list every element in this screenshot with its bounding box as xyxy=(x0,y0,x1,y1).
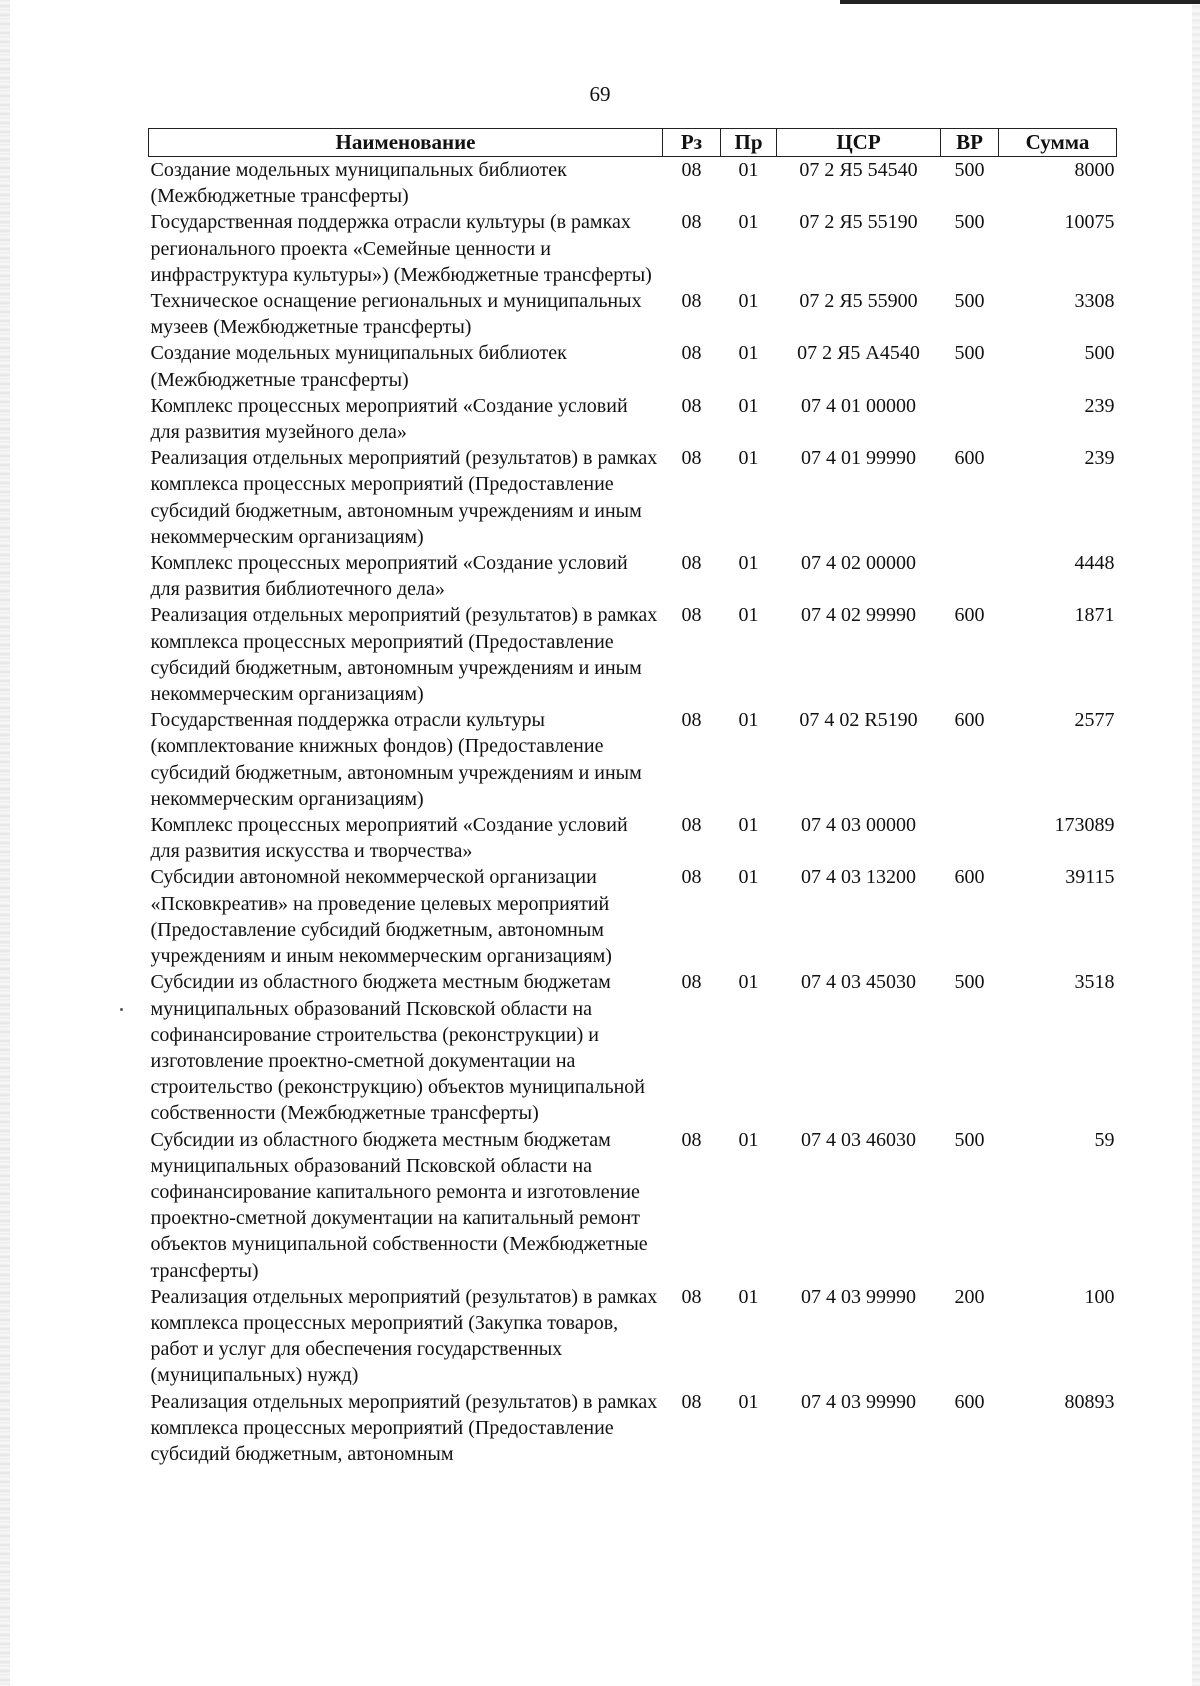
table-row xyxy=(149,864,1117,969)
row-pr: 01 xyxy=(738,971,759,994)
table-row xyxy=(149,707,1117,812)
row-vr: 600 xyxy=(954,709,985,732)
table-row xyxy=(149,445,1117,550)
row-rz: 08 xyxy=(681,394,702,417)
row-name: Реализация отдельных мероприятий (результатов) в рамках комплекса процессных мероприятий (Предоставление субсидий бюджетным, автономным xyxy=(150,1390,658,1465)
row-rz: 08 xyxy=(681,552,702,575)
row-sum: 239 xyxy=(1084,447,1115,470)
header-row xyxy=(149,129,1117,157)
row-rz: 08 xyxy=(681,971,702,994)
row-sum: 80893 xyxy=(1064,1390,1115,1413)
row-sum: 2577 xyxy=(1074,709,1115,732)
row-csr: 07 4 01 99990 xyxy=(801,447,916,470)
row-pr: 01 xyxy=(738,814,759,837)
table-row xyxy=(149,812,1117,864)
row-sum: 3518 xyxy=(1074,971,1115,994)
row-sum: 500 xyxy=(1084,342,1115,365)
row-name: Субсидии из областного бюджета местным бюджетам муниципальных образований Псковской области на софинансирование капитального ремонта и изготовление проектно-сметной документации на капитальный ремонт объектов муниципальной собственности (Межбюджетные трансферты) xyxy=(150,1128,648,1282)
row-vr: 500 xyxy=(954,342,985,365)
table-row xyxy=(149,393,1117,445)
row-pr: 01 xyxy=(738,709,759,732)
row-rz: 08 xyxy=(681,1285,702,1308)
row-name: Государственная поддержка отрасли культуры (комплектование книжных фондов) (Предоставление субсидий бюджетным, автономным учреждениям и иным некоммерческим организациям) xyxy=(150,709,642,810)
row-vr: 200 xyxy=(954,1285,985,1308)
row-pr: 01 xyxy=(738,447,759,470)
budget-table xyxy=(148,128,1117,1467)
row-vr xyxy=(941,393,999,445)
row-pr: 01 xyxy=(738,159,759,181)
row-csr: 07 4 01 00000 xyxy=(801,394,916,417)
row-csr: 07 4 03 46030 xyxy=(801,1128,916,1151)
row-rz: 08 xyxy=(681,1128,702,1151)
row-csr: 07 4 03 99990 xyxy=(801,1390,916,1413)
table-header xyxy=(149,129,1117,157)
row-pr: 01 xyxy=(738,866,759,889)
header-vr: ВР xyxy=(941,129,999,157)
row-vr: 600 xyxy=(954,604,985,627)
row-vr: 500 xyxy=(954,290,985,313)
table-row xyxy=(149,288,1117,340)
table-row xyxy=(149,1127,1117,1284)
table-row xyxy=(149,340,1117,392)
row-csr: 07 4 03 13200 xyxy=(801,866,916,889)
table-row xyxy=(149,157,1117,210)
row-sum: 39115 xyxy=(1065,866,1115,889)
row-vr: 500 xyxy=(954,211,985,234)
row-csr: 07 2 Я5 А4540 xyxy=(797,342,920,365)
row-rz: 08 xyxy=(681,447,702,470)
row-rz: 08 xyxy=(681,709,702,732)
table-row xyxy=(149,602,1117,707)
table-row xyxy=(149,1284,1117,1389)
row-name: Комплекс процессных мероприятий «Создание условий для развития библиотечного дела» xyxy=(150,552,628,601)
table-row xyxy=(149,969,1117,1126)
table-row xyxy=(149,550,1117,602)
row-name: Реализация отдельных мероприятий (результатов) в рамках комплекса процессных мероприятий (Закупка товаров, работ и услуг для обеспечения государственных (муниципальных) нужд) xyxy=(150,1285,658,1387)
row-pr: 01 xyxy=(738,1390,759,1413)
row-vr: 600 xyxy=(954,1390,985,1413)
row-name: Субсидии автономной некоммерческой организации «Псковкреатив» на проведение целевых мероприятий (Предоставление субсидий бюджетным, автономным учреждениям и иным некоммерческим организациям) xyxy=(150,866,612,968)
row-pr: 01 xyxy=(738,1128,759,1151)
row-sum: 100 xyxy=(1084,1285,1115,1308)
row-sum: 59 xyxy=(1094,1128,1115,1151)
row-pr: 01 xyxy=(738,394,759,417)
row-pr: 01 xyxy=(738,552,759,575)
row-csr: 07 4 02 00000 xyxy=(801,552,916,575)
row-vr: 500 xyxy=(954,1128,985,1151)
row-csr: 07 4 03 00000 xyxy=(801,814,916,837)
row-vr: 600 xyxy=(954,447,985,470)
budget-sheet xyxy=(148,128,1116,1467)
row-name: Комплекс процессных мероприятий «Создание условий для развития музейного дела» xyxy=(150,394,628,444)
row-rz: 08 xyxy=(681,604,702,627)
row-sum: 173089 xyxy=(1054,814,1115,837)
row-vr: 600 xyxy=(954,866,985,889)
table-row xyxy=(149,1389,1117,1468)
row-csr: 07 2 Я5 54540 xyxy=(799,159,918,181)
row-name: Создание модельных муниципальных библиотек (Межбюджетные трансферты) xyxy=(150,342,567,391)
top-rule xyxy=(840,0,1200,4)
row-rz: 08 xyxy=(681,290,702,313)
row-rz: 08 xyxy=(681,1390,702,1413)
header-sum: Сумма xyxy=(999,129,1117,157)
row-csr: 07 2 Я5 55190 xyxy=(799,211,918,234)
row-name: Субсидии из областного бюджета местным бюджетам муниципальных образований Псковской области на софинансирование строительства (реконструкции) и изготовление проектно-сметной документации на строительство (реконструкцию) объектов муниципальной собственности (Межбюджетные трансферты) xyxy=(150,971,645,1125)
row-pr: 01 xyxy=(738,290,759,313)
row-rz: 08 xyxy=(681,159,702,181)
row-rz: 08 xyxy=(681,814,702,837)
row-csr: 07 4 02 R5190 xyxy=(799,709,918,732)
header-name: Наименование xyxy=(149,129,663,157)
header-pr: Пр xyxy=(721,129,777,157)
scan-speck xyxy=(120,1008,123,1011)
row-csr: 07 4 02 99990 xyxy=(801,604,916,627)
row-rz: 08 xyxy=(681,211,702,234)
row-csr: 07 4 03 45030 xyxy=(801,971,916,994)
row-csr: 07 4 03 99990 xyxy=(801,1285,916,1308)
row-sum: 3308 xyxy=(1074,290,1115,313)
row-sum: 10075 xyxy=(1064,211,1115,234)
row-name: Техническое оснащение региональных и муниципальных музеев (Межбюджетные трансферты) xyxy=(150,290,642,339)
table-body xyxy=(149,157,1117,1468)
table-row xyxy=(149,209,1117,288)
row-vr: 500 xyxy=(954,159,985,181)
row-pr: 01 xyxy=(738,342,759,365)
row-vr xyxy=(941,550,999,602)
row-name: Государственная поддержка отрасли культуры (в рамках регионального проекта «Семейные ценности и инфраструктура культуры») (Межбюджетные трансферты) xyxy=(150,211,652,286)
row-rz: 08 xyxy=(681,342,702,365)
row-pr: 01 xyxy=(738,1285,759,1308)
row-name: Создание модельных муниципальных библиотек (Межбюджетные трансферты) xyxy=(150,159,567,208)
header-rz: Рз xyxy=(663,129,721,157)
row-csr: 07 2 Я5 55900 xyxy=(799,290,918,313)
row-sum: 239 xyxy=(1084,394,1115,417)
row-sum: 1871 xyxy=(1074,604,1115,627)
row-pr: 01 xyxy=(738,604,759,627)
row-rz: 08 xyxy=(681,866,702,889)
row-vr: 500 xyxy=(954,971,985,994)
row-sum: 4448 xyxy=(1074,552,1115,575)
scan-edge-left xyxy=(0,0,10,1686)
row-vr xyxy=(941,812,999,864)
row-sum: 8000 xyxy=(1074,159,1115,181)
row-name: Реализация отдельных мероприятий (результатов) в рамках комплекса процессных мероприятий (Предоставление субсидий бюджетным, автономным учреждениям и иным некоммерческим организациям) xyxy=(150,447,658,548)
row-pr: 01 xyxy=(738,211,759,234)
page-number: 69 xyxy=(589,82,611,106)
row-name: Комплекс процессных мероприятий «Создание условий для развития искусства и творчества» xyxy=(150,814,628,863)
scan-edge-right xyxy=(1192,0,1200,1686)
row-name: Реализация отдельных мероприятий (результатов) в рамках комплекса процессных мероприятий (Предоставление субсидий бюджетным, автономным учреждениям и иным некоммерческим организациям) xyxy=(150,604,658,706)
header-csr: ЦСР xyxy=(777,129,941,157)
